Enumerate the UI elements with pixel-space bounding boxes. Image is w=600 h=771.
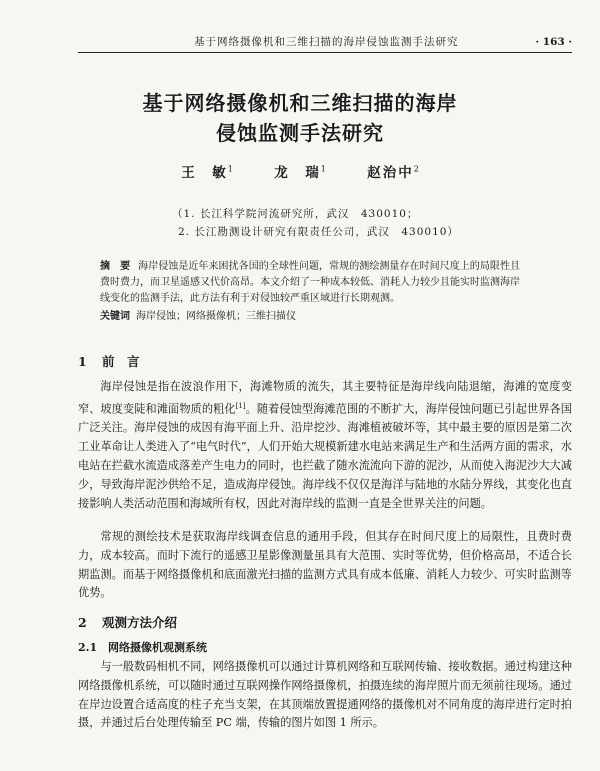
section-number: 1 bbox=[78, 354, 87, 369]
page-number: · 163 · bbox=[535, 36, 572, 48]
author-name: 王 敏 bbox=[181, 165, 228, 181]
body-paragraph: 与一般数码相机不同，网络摄像机可以通过计算机网络和互联网传输、接收数据。通过构建这种网络摄像机系统，可以随时通过互联网操作网络摄像机，拍摄连续的海岸照片而无须前往现场。通过在岸边设置合适高度的柱子充当支架，在其顶端放置提通网络的摄像机对不同角度的海岸进行定时拍摄，并通过后台处理传输至 PC 端，传输的图片如图 1 所示。 bbox=[78, 660, 572, 730]
body-paragraph: 常规的测绘技术是获取海岸线调查信息的通用手段，但其存在时间尺度上的局限性，且费时费力，成本较高。而时下流行的遥感卫星影像测量虽具有大范围、实时等优势，但价格高昂，不适合长期监测。而基于网络摄像机和底面激光扫描的监测方式具有成本低廉、消耗人力较少、可实时监测等优势。 bbox=[78, 530, 572, 600]
citation-mark: [1] bbox=[235, 401, 246, 410]
keywords-label: 关键词 bbox=[100, 311, 130, 322]
subsection-number: 2.1 bbox=[78, 641, 98, 654]
running-title: 基于网络摄像机和三维扫描的海岸侵蚀监测手法研究 bbox=[194, 36, 459, 48]
keywords bbox=[100, 309, 520, 325]
section-number: 2 bbox=[78, 615, 87, 630]
subsection-title: 网络摄像机观测系统 bbox=[108, 641, 207, 654]
paragraph-text: 海岸侵蚀是指在波浪作用下，海滩物质的流失，其主要特征是海岸线向陆退缩，海滩的宽度变窄、坡度变陡和滩面物质的粗化 bbox=[78, 380, 572, 416]
paper-title-line-1: 基于网络摄像机和三维扫描的海岸 bbox=[142, 91, 458, 115]
abstract-label: 摘 要 bbox=[100, 261, 131, 272]
section-heading-methods bbox=[78, 613, 177, 631]
author-name: 龙 瑞 bbox=[274, 165, 321, 181]
section-title: 观测方法介绍 bbox=[102, 615, 178, 630]
paragraph-text: 。随着侵蚀型海滩范围的不断扩大，海岸侵蚀问题已引起世界各国广泛关注。海岸侵蚀的成因有海平面上升、沿岸挖沙、海滩植被破坏等，其中最主要的原因是第二次工业革命让人类进入了“电气时代”，人们开始大规模新建水电站来满足生产和生活两方面的需求，水电站在拦截水流造成落差产生电力的同时，也拦截了随水流流向下游的泥沙，从而使入海泥沙大大减少，导致海岸泥沙供给不足，造成海岸侵蚀。海岸线不仅仅是海洋与陆地的水陆分界线，其变化也直接影响人类活动范围和海域所有权，因此对海岸线的监测一直是全世界关注的问题。 bbox=[78, 402, 572, 510]
body-paragraph bbox=[78, 378, 572, 513]
running-header bbox=[78, 34, 572, 53]
subsection-heading bbox=[78, 639, 207, 655]
abstract bbox=[100, 259, 520, 307]
affiliation-line: （1. 长江科学院河流研究所，武汉 430010； bbox=[172, 208, 419, 220]
section-title: 前 言 bbox=[102, 354, 140, 369]
affiliation-line: 2. 长江勘测设计研究有限责任公司，武汉 430010） bbox=[178, 226, 459, 238]
author-name: 赵治中 bbox=[367, 165, 414, 181]
paper-title-line-2: 侵蚀监测手法研究 bbox=[216, 121, 384, 145]
keywords-text: 海岸侵蚀；网络摄像机；三维扫描仪 bbox=[136, 311, 296, 322]
author-affiliation-mark: 1 bbox=[227, 164, 233, 174]
author-list bbox=[0, 161, 600, 181]
abstract-text: 海岸侵蚀是近年来困扰各国的全球性问题，常规的测绘测量存在时间尺度上的局限性且费时费力，而卫星遥感又代价高昂。本文介绍了一种成本较低、消耗人力较少且能实时监测海岸线变化的监测手法，此方法有利于对侵蚀较严重区域进行长期观测。 bbox=[100, 261, 521, 304]
author-affiliation-mark: 2 bbox=[413, 164, 419, 174]
section-heading-introduction bbox=[78, 352, 140, 370]
author-affiliation-mark: 1 bbox=[320, 164, 326, 174]
